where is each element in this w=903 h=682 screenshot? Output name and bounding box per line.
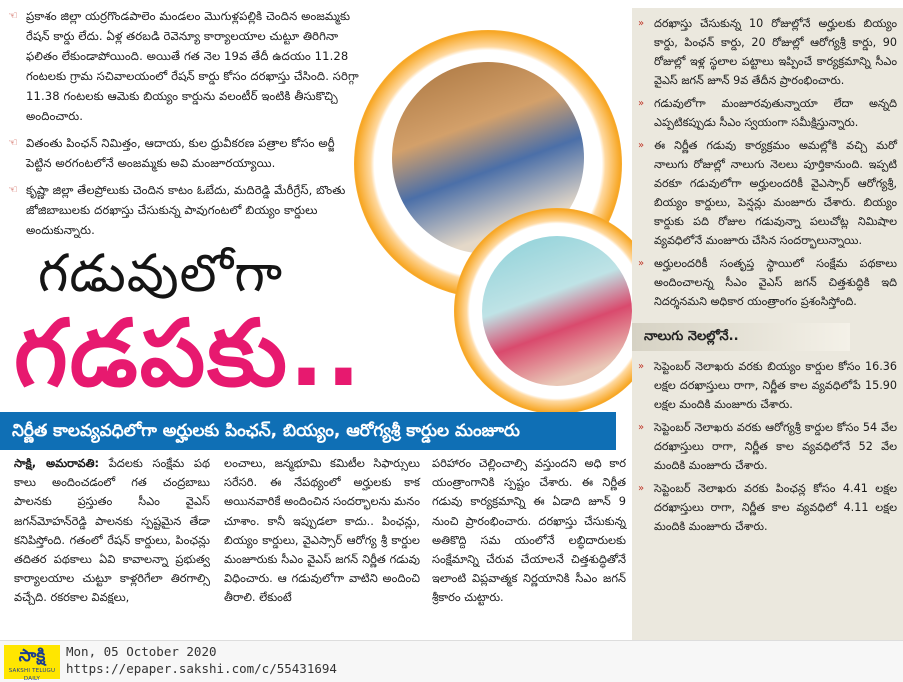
bullet-text: వితంతు పింఛన్ నిమిత్తం, ఆదాయ, కుల ధ్రువీకరణ పత్రాల కోసం అర్జీ పెట్టిన అరగంటలోనే అంజమ్మకు అవి మంజూరయ్యాయి. bbox=[26, 136, 335, 170]
double-arrow-icon: » bbox=[638, 422, 645, 433]
pointer-icon: ☜ bbox=[8, 9, 18, 22]
double-arrow-icon: » bbox=[638, 140, 645, 151]
article-text: పేదలకు సంక్షేమ పథ కాలు అందించడంలో గత చంద్రబాబు పాలనకు ప్రస్తుతం సీఎం వైఎస్ జగన్‌మోహన్‌రెడ్డి పాలనకు స్పష్టమైన తేడా కనిపిస్తోంది. గతంలో రేషన్ కార్డులు, పింఛన్లు తదితర పథకాలు ఏవి కావాలన్నా ప్రభుత్వ కార్యాలయాల చుట్టూ కాళ్లరిగేలా తిరగాల్సి వచ్చేది. రకరకాల వివక్షలు, bbox=[14, 456, 210, 605]
sidebar-bullet bbox=[638, 136, 897, 250]
sakshi-logo[interactable] bbox=[4, 645, 60, 682]
publication-date: Mon, 05 October 2020 bbox=[66, 644, 217, 659]
sidebar-bullet bbox=[638, 418, 897, 475]
headline-line-1: గడువులోగా bbox=[38, 244, 284, 304]
sidebar-bottom-bullets bbox=[632, 357, 903, 536]
article-text: పరిహారం చెల్లించాల్సి వస్తుందని అధి కార యంత్రాంగానికి స్పష్టం చేశారు. ఈ నిర్ణీత గడువు కార్యక్రమాన్ని ఈ ఏడాది జూన్ 9 నుంచి ప్రారంభించారు. దరఖాస్తు చేసుకున్న అతికొద్ది సమ యంలోనే లబ్ధిదారులకు సంక్షేమాన్ని చేరువ చేయాలనే చిత్తశుద్ధితోనే ఇలాంటి విప్లవాత్మక నిర్ణయానికి సీఎం జగన్ శ్రీకారం చుట్టారు. bbox=[432, 456, 626, 605]
double-arrow-icon: » bbox=[638, 361, 645, 372]
sidebar-bullet bbox=[638, 357, 897, 414]
logo-subtext: SAKSHI TELUGU DAILY bbox=[8, 668, 56, 682]
sidebar-bullet-text: గడువులోగా మంజూరవుతున్నాయా లేదా అన్నది ఎప్పటికప్పుడు సీఎం స్వయంగా సమీక్షిస్తున్నారు. bbox=[654, 97, 897, 129]
sidebar-heading: నాలుగు నెలల్లోనే.. bbox=[632, 323, 850, 351]
sidebar-bullet bbox=[638, 479, 897, 536]
bullet-item bbox=[8, 6, 360, 126]
sidebar-top-bullets bbox=[632, 8, 903, 311]
double-arrow-icon: » bbox=[638, 258, 645, 269]
sidebar-bullet-text: అర్హులందరికీ సంతృప్త స్థాయిలో సంక్షేమ పథకాలు అందించాలన్న సీఎం వైఎస్ జగన్ చిత్తశుద్ధికి ఇది నిదర్శనమని అధికార యంత్రాంగం ప్రశంసిస్తోంది. bbox=[654, 257, 897, 308]
sidebar-bullet-text: సెప్టెంబర్ నెలాఖరు వరకు బియ్యం కార్డుల కోసం 16.36 లక్షల దరఖాస్తులు రాగా, నిర్ణీత కాల వ్యవధిలోపే 15.90 లక్షల మందికి మంజూరు చేశారు. bbox=[654, 360, 897, 411]
sidebar-bullet-text: సెప్టెంబర్ నెలాఖరు వరకు ఆరోగ్యశ్రీ కార్డుల కోసం 54 వేల దరఖాస్తులు రాగా, నిర్ణీత కాల వ్యవధిలోనే 52 వేల మందికి మంజూరు చేశారు. bbox=[654, 421, 897, 472]
sidebar-bullet-text: సెప్టెంబర్ నెలాఖరు వరకు పింఛన్ల కోసం 4.41 లక్షల దరఖాస్తులు రాగా, నిర్ణీత కాల వ్యవధిలో 4.11 లక్షల మందికి మంజూరు చేశారు. bbox=[654, 482, 897, 533]
article-url-link[interactable]: https://epaper.sakshi.com/c/55431694 bbox=[66, 661, 337, 676]
article-column-3 bbox=[432, 454, 626, 608]
article-column-1 bbox=[14, 454, 210, 608]
pointer-icon: ☜ bbox=[8, 136, 18, 149]
double-arrow-icon: » bbox=[638, 18, 645, 29]
sidebar-box bbox=[632, 8, 903, 640]
logo-text: సాక్షి bbox=[18, 646, 46, 666]
sidebar-bullet-text: ఈ నిర్ణీత గడువు కార్యక్రమం అమల్లోకి వచ్చి మరో నాలుగు రోజుల్లో నాలుగు నెలలు పూర్తికానుంది. ఇప్పటి వరకూ గడువులోగా అర్హులందరికీ వైఎస్సార్ ఆరోగ్యశ్రీ, బియ్యం కార్డులు, పెన్షన్లు మంజూరు చేశారు. బియ్యం కార్డుకు పది రోజుల గడువున్నా పలుచోట్ల నిమిషాల వ్యవధిలోనే మంజూరు చేసిన సందర్భాలున్నాయి. bbox=[654, 139, 897, 247]
bullet-text: ప్రకాశం జిల్లా యర్రగొండపాలెం మండలం మొగుళ్లపల్లికి చెందిన అంజమ్మకు రేషన్ కార్డు లేదు. ఏళ్ల తరబడి రెవెన్యూ కార్యాలయాల చుట్టూ తిరిగినా ఫలితం లేకుండాపోయింది. అయితే గత నెల 19వ తేదీ ఉదయం 11.28 గంటలకు గ్రామ సచివాలయంలో రేషన్ కార్డు కోసం దరఖాస్తు చేసింది. సరిగ్గా 11.38 గంటలకు ఆమెకు బియ్యం కార్డును వలంటీర్ ఇంటికి తీసుకొచ్చి అందించారు. bbox=[26, 9, 359, 123]
sidebar-bullet bbox=[638, 254, 897, 311]
footer-bar bbox=[0, 640, 903, 682]
article-column-2 bbox=[224, 454, 420, 608]
double-arrow-icon: » bbox=[638, 98, 645, 109]
pointer-icon: ☜ bbox=[8, 183, 18, 196]
dateline: సాక్షి, అమరావతి: bbox=[14, 456, 100, 470]
sidebar-bullet bbox=[638, 94, 897, 132]
subheading-banner: నిర్ణీత కాలవ్యవధిలోగా అర్హులకు పింఛన్, బియ్యం, ఆరోగ్యశ్రీ కార్డుల మంజూరు bbox=[0, 412, 616, 450]
article-text: లంచాలు, జన్మభూమి కమిటీల సిఫార్సులు సరేసరి. ఈ నేపథ్యంలో అర్హులకు కాక అయినవారికే అందించిన సందర్భాలను మనం చూశాం. కానీ ఇప్పుడలా కాదు.. పింఛన్లు, బియ్యం కార్డులు, వైఎస్సార్ ఆరోగ్య శ్రీ కార్డుల మంజూరుకు సీఎం వైఎస్ జగన్ నిర్ణీత గడువు విధించారు. ఆ గడువులోగా వాటిని అందించి తీరాలి. లేకుంటే bbox=[224, 456, 420, 605]
bullet-text: కృష్ణా జిల్లా తేలప్రోలుకు చెందిన కాటం ఓబేదు, మదిరెడ్డి మేరీగ్రేస్, బొంతు జోజిబాబులకు దరఖాస్తు చేసుకున్న పావుగంటలో బియ్యం కార్డులు అందుకున్నారు. bbox=[26, 183, 346, 237]
sidebar-bullet-text: దరఖాస్తు చేసుకున్న 10 రోజుల్లోనే అర్హులకు బియ్యం కార్డు, పింఛన్ కార్డు, 20 రోజుల్లో ఆరోగ్యశ్రీ కార్డు, 90 రోజుల్లో ఇళ్ల స్థలాల పట్టాలు ఇప్పించే కార్యక్రమాన్ని సీఎం వైఎస్ జగన్ జూన్ 9వ తేదీన ప్రారంభించారు. bbox=[654, 17, 897, 87]
headline-line-2: గడపకు.. bbox=[14, 300, 363, 407]
double-arrow-icon: » bbox=[638, 483, 645, 494]
beneficiary-photo-2 bbox=[482, 236, 632, 386]
bullet-item bbox=[8, 180, 360, 240]
top-left-bullets bbox=[8, 6, 360, 247]
bullet-item bbox=[8, 133, 360, 173]
sidebar-bullet bbox=[638, 14, 897, 90]
